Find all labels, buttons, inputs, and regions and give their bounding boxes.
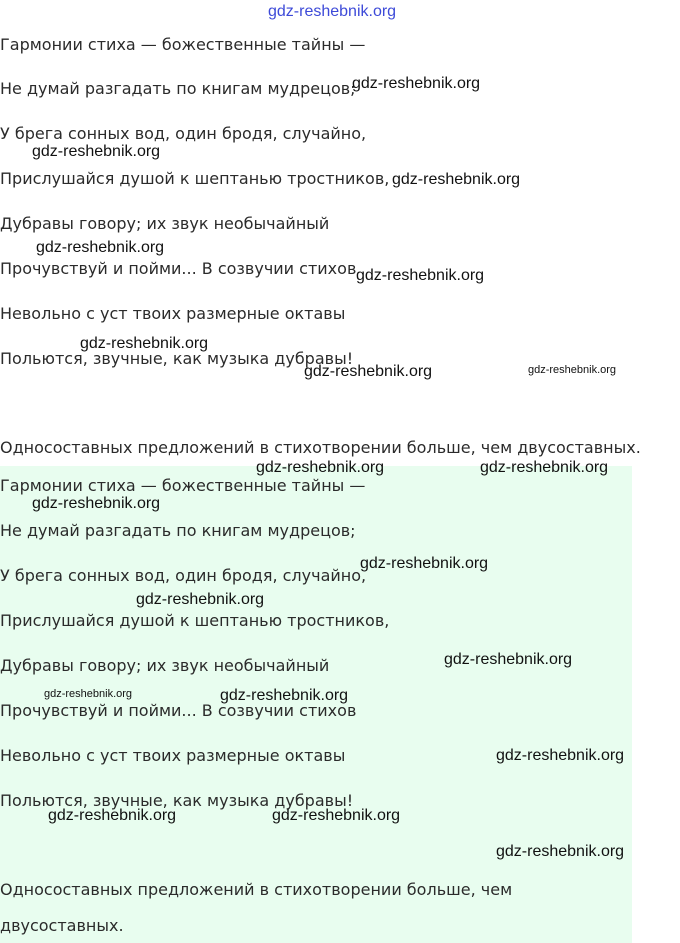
task-poem-line: Прочувствуй и пойми... В созвучии стихов: [0, 259, 357, 278]
site-header-link[interactable]: gdz-reshebnik.org: [268, 3, 397, 20]
watermark: gdz-reshebnik.org: [360, 555, 489, 572]
watermark: gdz-reshebnik.org: [272, 807, 401, 824]
task-poem-line: Дубравы говору; их звук необычайный: [0, 214, 330, 233]
watermark: gdz-reshebnik.org: [32, 495, 161, 512]
watermark: gdz-reshebnik.org: [136, 591, 265, 608]
watermark: gdz-reshebnik.org: [304, 363, 433, 380]
task-poem-line: У брега сонных вод, один бродя, случайно,: [0, 124, 367, 143]
task-poem-line: Прислушайся душой к шептанью тростников,: [0, 169, 390, 188]
answer-poem-line: Прислушайся душой к шептанью тростников,: [0, 611, 390, 630]
answer-poem-line: Польются, звучные, как музыка дубравы!: [0, 791, 354, 810]
task-poem-line: Гармонии стиха — божественные тайны —: [0, 35, 366, 54]
task-poem-line: Не думай разгадать по книгам мудрецов;: [0, 79, 356, 98]
answer-statement-line1: Односоставных предложений в стихотворении больше, чем: [0, 880, 513, 899]
watermark: gdz-reshebnik.org: [528, 364, 617, 376]
watermark: gdz-reshebnik.org: [392, 171, 521, 188]
task-statement: Односоставных предложений в стихотворении больше, чем двусоставных.: [0, 438, 641, 457]
watermark: gdz-reshebnik.org: [44, 688, 133, 700]
task-poem-line: Невольно с уст твоих размерные октавы: [0, 304, 346, 323]
watermark: gdz-reshebnik.org: [352, 75, 481, 92]
watermark: gdz-reshebnik.org: [220, 687, 349, 704]
answer-poem-line: Не думай разгадать по книгам мудрецов;: [0, 521, 356, 540]
watermark: gdz-reshebnik.org: [356, 267, 485, 284]
answer-poem-line: Дубравы говору; их звук необычайный: [0, 656, 330, 675]
watermark: gdz-reshebnik.org: [444, 651, 573, 668]
watermark: gdz-reshebnik.org: [496, 843, 625, 860]
watermark: gdz-reshebnik.org: [480, 459, 609, 476]
answer-poem-line: Гармонии стиха — божественные тайны —: [0, 476, 366, 495]
watermark: gdz-reshebnik.org: [36, 239, 165, 256]
answer-statement-line2: двусоставных.: [0, 916, 124, 935]
answer-poem-line: Прочувствуй и пойми... В созвучии стихов: [0, 701, 357, 720]
task-poem-line: Польются, звучные, как музыка дубравы!: [0, 349, 354, 368]
watermark: gdz-reshebnik.org: [80, 335, 209, 352]
watermark: gdz-reshebnik.org: [496, 747, 625, 764]
watermark: gdz-reshebnik.org: [32, 143, 161, 160]
answer-poem-line: Невольно с уст твоих размерные октавы: [0, 746, 346, 765]
watermark: gdz-reshebnik.org: [256, 459, 385, 476]
answer-poem-line: У брега сонных вод, один бродя, случайно,: [0, 566, 367, 585]
watermark: gdz-reshebnik.org: [48, 807, 177, 824]
